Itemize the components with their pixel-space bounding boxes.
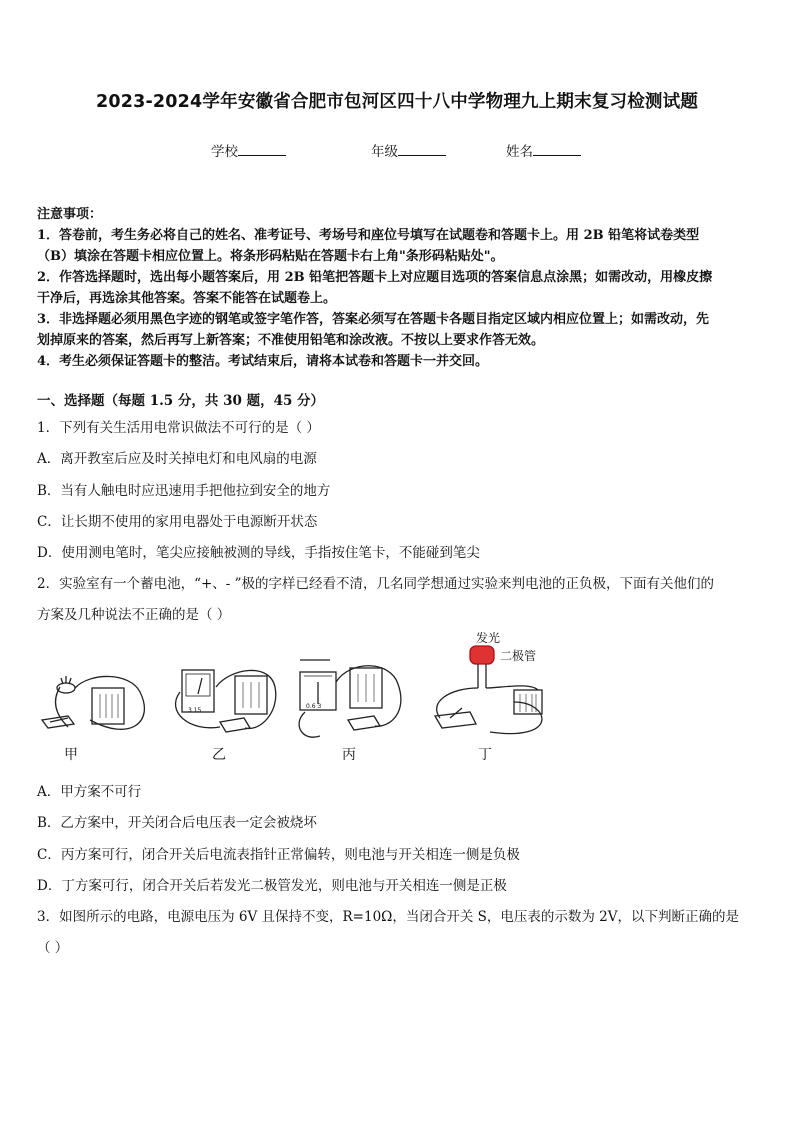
notice-line: （B）填涂在答题卡相应位置上。将条形码粘贴在答题卡右上角"条形码粘贴处"。 [37,249,504,264]
question-1-stem: 1．下列有关生活用电常识做法不可行的是（ ） [37,420,320,436]
ammeter-scale-label: 0.6 3 [306,703,322,710]
section-heading: 一、选择题（每题 1.5 分，共 30 题，45 分） [37,393,325,409]
name-field [506,140,581,160]
question-2-option-c: C．丙方案可行，闭合开关后电流表指针正常偏转，则电池与开关相连一侧是负极 [37,847,520,863]
scheme-jia-diagram [42,676,144,729]
led-label-line1: 发光 [476,632,501,645]
question-1-option-a: A．离开教室后应及时关掉电灯和电风扇的电源 [37,451,317,467]
name-blank[interactable] [533,143,581,156]
led-label-line2: 二极管 [500,649,537,663]
school-field [211,140,286,160]
question-2-option-d: D．丁方案可行，闭合开关后若发光二极管发光，则电池与开关相连一侧是正极 [37,878,507,894]
scheme-yi-diagram [176,670,276,732]
school-label: 学校 [211,144,238,160]
notice-line: 1．答卷前，考生务必将自己的姓名、准考证号、考场号和座位号填写在试题卷和答题卡上。用 2B 铅笔将试卷类型 [37,228,700,243]
caption-bing: 丙 [342,747,356,763]
voltmeter-scale-label: 3 15 [188,707,202,714]
notice-line: 干净后，再选涂其他答案。答案不能答在试题卷上。 [37,291,337,306]
grade-field [371,140,446,160]
grade-label: 年级 [371,144,398,160]
question-2-option-a: A．甲方案不可行 [37,784,142,800]
question-3-stem: 3．如图所示的电路，电源电压为 6V 且保持不变，R=10Ω，当闭合开关 S，电压表的示数为 2V，以下判断正确的是 [37,909,740,925]
question-2-stem-cont: 方案及几种说法不正确的是（ ） [37,607,231,623]
question-2-option-b: B．乙方案中，开关闭合后电压表一定会被烧坏 [37,815,317,831]
exam-title: 2023-2024学年安徽省合肥市包河区四十八中学物理九上期末复习检测试题 [95,92,699,112]
notice-line: 4．考生必须保证答题卡的整洁。考试结束后，请将本试卷和答题卡一并交回。 [37,354,489,369]
caption-ding: 丁 [478,747,492,763]
name-label: 姓名 [506,144,533,160]
scheme-bing-diagram [299,660,401,737]
notice-line: 3．非选择题必须用黑色字迹的钢笔或签字笔作答，答案必须写在答题卡各题目指定区域内相应位置上；如需改动，先 [37,312,710,327]
notice-line: 2．作答选择题时，选出每小题答案后，用 2B 铅笔把答题卡上对应题目选项的答案信息点涂黑；如需改动，用橡皮擦 [37,270,713,285]
notice-line: 划掉原来的答案，然后再写上新答案；不准使用铅笔和涂改液。不按以上要求作答无效。 [37,333,545,348]
school-blank[interactable] [238,143,286,156]
question-1-option-b: B．当有人触电时应迅速用手把他拉到安全的地方 [37,483,331,499]
question-1-option-d: D．使用测电笔时，笔尖应接触被测的导线，手指按住笔卡，不能碰到笔尖 [37,545,480,561]
caption-yi: 乙 [212,747,226,763]
question-1-option-c: C．让长期不使用的家用电器处于电源断开状态 [37,514,318,530]
grade-blank[interactable] [398,143,446,156]
caption-jia: 甲 [64,747,78,763]
notice-heading: 注意事项： [37,207,103,222]
question-2-stem: 2．实验室有一个蓄电池，“+、- ”极的字样已经看不清，几名同学想通过实验来判电池的正负极，下面有关他们的 [37,576,715,592]
question-3-stem-cont: （ ） [37,940,69,956]
